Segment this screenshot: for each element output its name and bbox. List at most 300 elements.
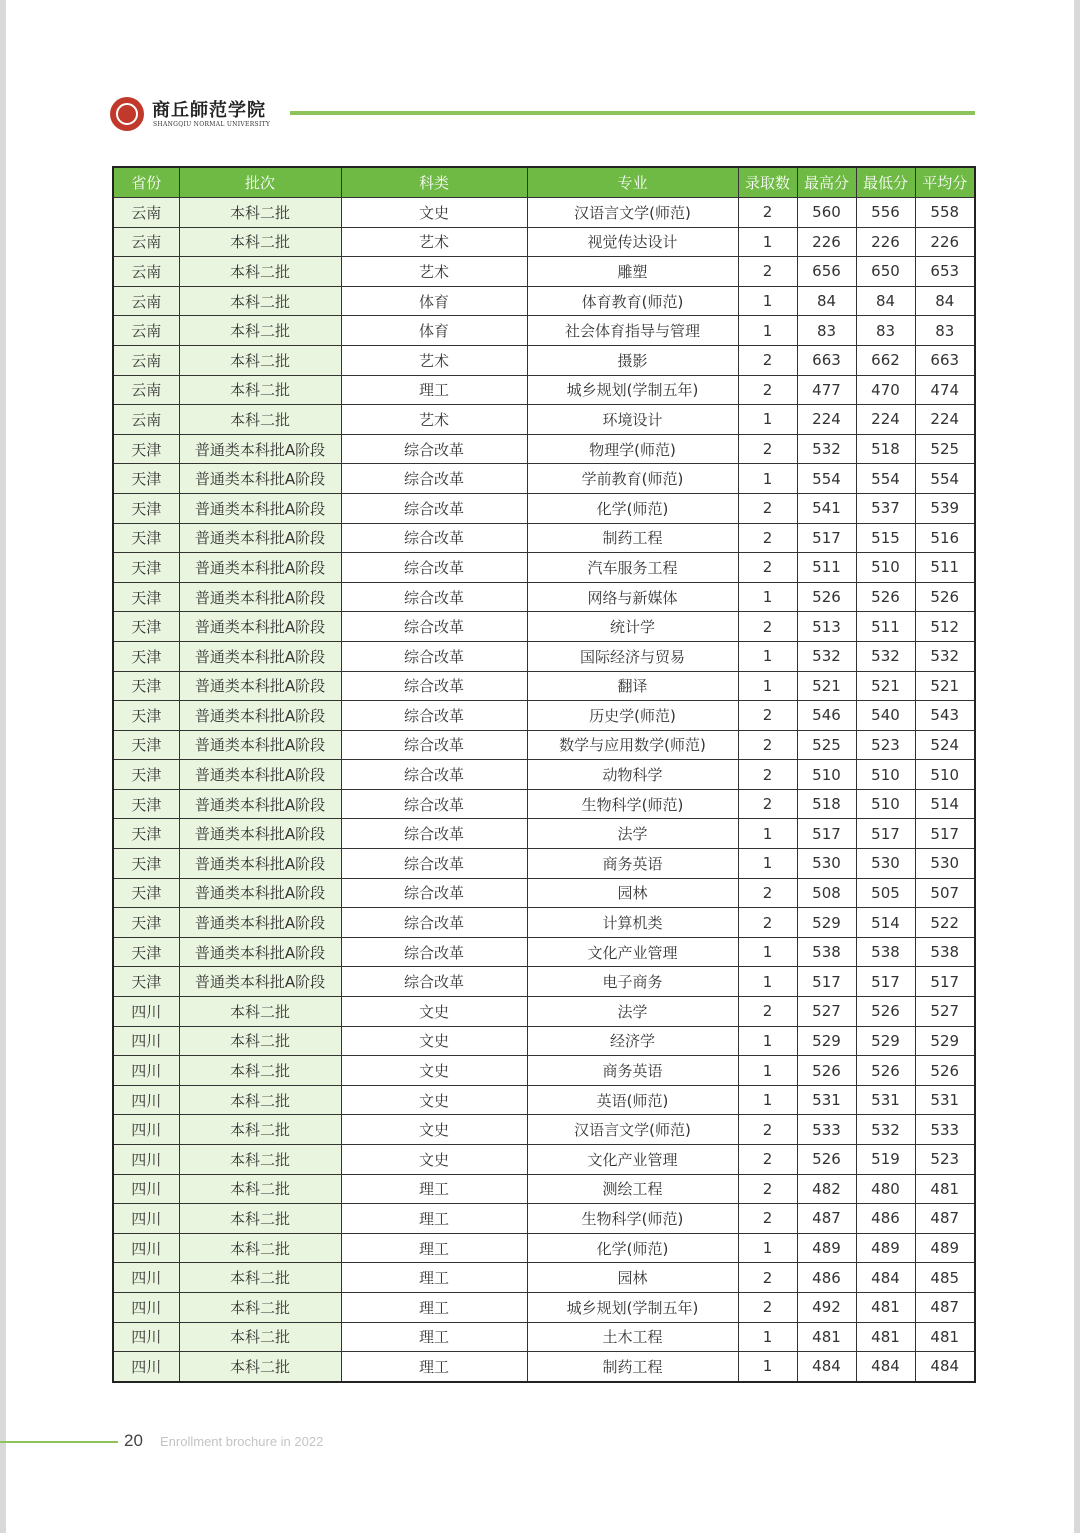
cell-province: 天津 bbox=[113, 730, 179, 760]
header-avg-score: 平均分 bbox=[915, 167, 975, 198]
cell-category: 艺术 bbox=[341, 257, 527, 287]
cell-major: 商务英语 bbox=[527, 849, 738, 879]
table-row bbox=[113, 701, 975, 731]
cell-avg-score: 533 bbox=[915, 1115, 975, 1145]
cell-admitted-count: 1 bbox=[738, 1026, 797, 1056]
cell-max-score: 541 bbox=[797, 493, 856, 523]
cell-avg-score: 512 bbox=[915, 612, 975, 642]
cell-min-score: 526 bbox=[856, 997, 915, 1027]
cell-batch: 本科二批 bbox=[179, 316, 341, 346]
cell-admitted-count: 2 bbox=[738, 1292, 797, 1322]
cell-avg-score: 517 bbox=[915, 967, 975, 997]
cell-max-score: 511 bbox=[797, 553, 856, 583]
cell-min-score: 510 bbox=[856, 789, 915, 819]
table-row bbox=[113, 1292, 975, 1322]
cell-major: 文化产业管理 bbox=[527, 1145, 738, 1175]
cell-admitted-count: 2 bbox=[738, 1115, 797, 1145]
header-batch: 批次 bbox=[179, 167, 341, 198]
cell-province: 云南 bbox=[113, 345, 179, 375]
cell-min-score: 526 bbox=[856, 582, 915, 612]
table-row bbox=[113, 760, 975, 790]
cell-max-score: 526 bbox=[797, 1056, 856, 1086]
cell-max-score: 521 bbox=[797, 671, 856, 701]
cell-min-score: 556 bbox=[856, 198, 915, 228]
cell-category: 综合改革 bbox=[341, 730, 527, 760]
table-row bbox=[113, 730, 975, 760]
cell-category: 综合改革 bbox=[341, 553, 527, 583]
cell-admitted-count: 2 bbox=[738, 612, 797, 642]
cell-batch: 本科二批 bbox=[179, 997, 341, 1027]
cell-major: 测绘工程 bbox=[527, 1174, 738, 1204]
table-row bbox=[113, 1145, 975, 1175]
cell-major: 园林 bbox=[527, 878, 738, 908]
cell-province: 四川 bbox=[113, 1263, 179, 1293]
cell-major: 城乡规划(学制五年) bbox=[527, 375, 738, 405]
cell-max-score: 487 bbox=[797, 1204, 856, 1234]
cell-admitted-count: 1 bbox=[738, 286, 797, 316]
cell-min-score: 532 bbox=[856, 641, 915, 671]
cell-major: 生物科学(师范) bbox=[527, 1204, 738, 1234]
cell-category: 理工 bbox=[341, 1292, 527, 1322]
table-row bbox=[113, 878, 975, 908]
cell-max-score: 518 bbox=[797, 789, 856, 819]
cell-batch: 本科二批 bbox=[179, 1026, 341, 1056]
cell-batch: 普通类本科批A阶段 bbox=[179, 789, 341, 819]
cell-min-score: 481 bbox=[856, 1292, 915, 1322]
cell-min-score: 521 bbox=[856, 671, 915, 701]
cell-province: 云南 bbox=[113, 257, 179, 287]
cell-major: 视觉传达设计 bbox=[527, 227, 738, 257]
cell-major: 体育教育(师范) bbox=[527, 286, 738, 316]
cell-major: 法学 bbox=[527, 819, 738, 849]
cell-min-score: 519 bbox=[856, 1145, 915, 1175]
cell-province: 天津 bbox=[113, 937, 179, 967]
cell-admitted-count: 2 bbox=[738, 375, 797, 405]
cell-avg-score: 487 bbox=[915, 1292, 975, 1322]
cell-batch: 普通类本科批A阶段 bbox=[179, 434, 341, 464]
cell-admitted-count: 2 bbox=[738, 1263, 797, 1293]
cell-batch: 本科二批 bbox=[179, 375, 341, 405]
cell-category: 理工 bbox=[341, 1263, 527, 1293]
cell-province: 天津 bbox=[113, 434, 179, 464]
cell-max-score: 526 bbox=[797, 582, 856, 612]
table-row bbox=[113, 1322, 975, 1352]
cell-min-score: 662 bbox=[856, 345, 915, 375]
header-divider bbox=[290, 111, 975, 115]
cell-category: 综合改革 bbox=[341, 967, 527, 997]
cell-avg-score: 510 bbox=[915, 760, 975, 790]
cell-avg-score: 539 bbox=[915, 493, 975, 523]
cell-category: 文史 bbox=[341, 1115, 527, 1145]
cell-max-score: 530 bbox=[797, 849, 856, 879]
cell-province: 云南 bbox=[113, 198, 179, 228]
cell-province: 四川 bbox=[113, 1233, 179, 1263]
cell-admitted-count: 1 bbox=[738, 1352, 797, 1382]
cell-batch: 本科二批 bbox=[179, 1263, 341, 1293]
table-row bbox=[113, 464, 975, 494]
cell-min-score: 532 bbox=[856, 1115, 915, 1145]
cell-major: 化学(师范) bbox=[527, 1233, 738, 1263]
table-row bbox=[113, 1056, 975, 1086]
cell-avg-score: 538 bbox=[915, 937, 975, 967]
cell-batch: 普通类本科批A阶段 bbox=[179, 908, 341, 938]
cell-category: 综合改革 bbox=[341, 789, 527, 819]
table-row bbox=[113, 908, 975, 938]
cell-province: 四川 bbox=[113, 1026, 179, 1056]
cell-min-score: 514 bbox=[856, 908, 915, 938]
table-row bbox=[113, 1204, 975, 1234]
cell-max-score: 538 bbox=[797, 937, 856, 967]
table-row bbox=[113, 819, 975, 849]
cell-max-score: 517 bbox=[797, 819, 856, 849]
cell-admitted-count: 2 bbox=[738, 701, 797, 731]
cell-category: 综合改革 bbox=[341, 523, 527, 553]
table-row bbox=[113, 967, 975, 997]
cell-min-score: 529 bbox=[856, 1026, 915, 1056]
cell-major: 物理学(师范) bbox=[527, 434, 738, 464]
cell-admitted-count: 1 bbox=[738, 849, 797, 879]
cell-max-score: 532 bbox=[797, 434, 856, 464]
cell-max-score: 482 bbox=[797, 1174, 856, 1204]
cell-max-score: 508 bbox=[797, 878, 856, 908]
cell-category: 理工 bbox=[341, 1204, 527, 1234]
cell-province: 云南 bbox=[113, 316, 179, 346]
cell-admitted-count: 2 bbox=[738, 730, 797, 760]
cell-admitted-count: 2 bbox=[738, 1145, 797, 1175]
table-row bbox=[113, 375, 975, 405]
cell-max-score: 529 bbox=[797, 1026, 856, 1056]
table-row bbox=[113, 1352, 975, 1382]
cell-batch: 本科二批 bbox=[179, 345, 341, 375]
cell-province: 四川 bbox=[113, 1322, 179, 1352]
cell-batch: 普通类本科批A阶段 bbox=[179, 641, 341, 671]
table-row bbox=[113, 1174, 975, 1204]
cell-min-score: 489 bbox=[856, 1233, 915, 1263]
cell-batch: 普通类本科批A阶段 bbox=[179, 671, 341, 701]
cell-major: 社会体育指导与管理 bbox=[527, 316, 738, 346]
table-row bbox=[113, 1263, 975, 1293]
cell-avg-score: 485 bbox=[915, 1263, 975, 1293]
logo-english-name: SHANGQIU NORMAL UNIVERSITY bbox=[153, 121, 271, 128]
table-row bbox=[113, 553, 975, 583]
footer-divider bbox=[0, 1441, 118, 1443]
cell-province: 天津 bbox=[113, 493, 179, 523]
cell-max-score: 527 bbox=[797, 997, 856, 1027]
cell-min-score: 486 bbox=[856, 1204, 915, 1234]
cell-min-score: 515 bbox=[856, 523, 915, 553]
cell-avg-score: 525 bbox=[915, 434, 975, 464]
cell-batch: 本科二批 bbox=[179, 405, 341, 435]
cell-batch: 普通类本科批A阶段 bbox=[179, 730, 341, 760]
cell-min-score: 540 bbox=[856, 701, 915, 731]
cell-province: 天津 bbox=[113, 908, 179, 938]
cell-admitted-count: 1 bbox=[738, 582, 797, 612]
cell-province: 四川 bbox=[113, 1292, 179, 1322]
header-category: 科类 bbox=[341, 167, 527, 198]
table-row bbox=[113, 612, 975, 642]
table-row bbox=[113, 997, 975, 1027]
cell-max-score: 492 bbox=[797, 1292, 856, 1322]
cell-province: 天津 bbox=[113, 582, 179, 612]
cell-admitted-count: 1 bbox=[738, 671, 797, 701]
cell-category: 文史 bbox=[341, 198, 527, 228]
cell-category: 理工 bbox=[341, 1352, 527, 1382]
cell-avg-score: 543 bbox=[915, 701, 975, 731]
cell-major: 汉语言文学(师范) bbox=[527, 1115, 738, 1145]
cell-avg-score: 523 bbox=[915, 1145, 975, 1175]
cell-batch: 本科二批 bbox=[179, 198, 341, 228]
cell-province: 天津 bbox=[113, 819, 179, 849]
cell-major: 摄影 bbox=[527, 345, 738, 375]
table-row bbox=[113, 523, 975, 553]
table-row bbox=[113, 582, 975, 612]
cell-province: 四川 bbox=[113, 1056, 179, 1086]
cell-max-score: 517 bbox=[797, 967, 856, 997]
admission-scores-table bbox=[112, 166, 976, 1383]
cell-avg-score: 487 bbox=[915, 1204, 975, 1234]
page-edge-left bbox=[0, 0, 6, 1533]
cell-min-score: 538 bbox=[856, 937, 915, 967]
cell-major: 网络与新媒体 bbox=[527, 582, 738, 612]
cell-admitted-count: 2 bbox=[738, 257, 797, 287]
cell-avg-score: 83 bbox=[915, 316, 975, 346]
cell-major: 动物科学 bbox=[527, 760, 738, 790]
cell-major: 城乡规划(学制五年) bbox=[527, 1292, 738, 1322]
cell-major: 国际经济与贸易 bbox=[527, 641, 738, 671]
cell-province: 四川 bbox=[113, 1174, 179, 1204]
table-row bbox=[113, 405, 975, 435]
table-row bbox=[113, 789, 975, 819]
cell-max-score: 525 bbox=[797, 730, 856, 760]
page-number: 20 bbox=[124, 1431, 143, 1450]
cell-max-score: 484 bbox=[797, 1352, 856, 1382]
cell-admitted-count: 2 bbox=[738, 434, 797, 464]
cell-admitted-count: 2 bbox=[738, 345, 797, 375]
cell-max-score: 226 bbox=[797, 227, 856, 257]
cell-max-score: 486 bbox=[797, 1263, 856, 1293]
table-row bbox=[113, 227, 975, 257]
cell-category: 综合改革 bbox=[341, 760, 527, 790]
cell-major: 园林 bbox=[527, 1263, 738, 1293]
cell-category: 综合改革 bbox=[341, 878, 527, 908]
cell-province: 云南 bbox=[113, 286, 179, 316]
cell-batch: 本科二批 bbox=[179, 286, 341, 316]
cell-avg-score: 507 bbox=[915, 878, 975, 908]
cell-major: 雕塑 bbox=[527, 257, 738, 287]
cell-admitted-count: 1 bbox=[738, 316, 797, 346]
table-row bbox=[113, 641, 975, 671]
cell-batch: 普通类本科批A阶段 bbox=[179, 464, 341, 494]
cell-batch: 普通类本科批A阶段 bbox=[179, 701, 341, 731]
cell-province: 天津 bbox=[113, 612, 179, 642]
cell-admitted-count: 2 bbox=[738, 760, 797, 790]
cell-avg-score: 522 bbox=[915, 908, 975, 938]
cell-major: 历史学(师范) bbox=[527, 701, 738, 731]
cell-batch: 本科二批 bbox=[179, 1204, 341, 1234]
cell-avg-score: 481 bbox=[915, 1322, 975, 1352]
header-province: 省份 bbox=[113, 167, 179, 198]
cell-province: 天津 bbox=[113, 523, 179, 553]
cell-province: 天津 bbox=[113, 671, 179, 701]
cell-min-score: 480 bbox=[856, 1174, 915, 1204]
cell-max-score: 510 bbox=[797, 760, 856, 790]
cell-admitted-count: 1 bbox=[738, 819, 797, 849]
cell-batch: 本科二批 bbox=[179, 1115, 341, 1145]
cell-min-score: 83 bbox=[856, 316, 915, 346]
cell-category: 艺术 bbox=[341, 405, 527, 435]
cell-admitted-count: 1 bbox=[738, 641, 797, 671]
header-min-score: 最低分 bbox=[856, 167, 915, 198]
cell-admitted-count: 1 bbox=[738, 1085, 797, 1115]
cell-max-score: 531 bbox=[797, 1085, 856, 1115]
cell-major: 英语(师范) bbox=[527, 1085, 738, 1115]
cell-batch: 普通类本科批A阶段 bbox=[179, 582, 341, 612]
cell-major: 翻译 bbox=[527, 671, 738, 701]
cell-min-score: 510 bbox=[856, 553, 915, 583]
cell-batch: 普通类本科批A阶段 bbox=[179, 612, 341, 642]
cell-avg-score: 521 bbox=[915, 671, 975, 701]
table-row bbox=[113, 671, 975, 701]
cell-category: 综合改革 bbox=[341, 434, 527, 464]
cell-batch: 本科二批 bbox=[179, 1352, 341, 1382]
cell-max-score: 477 bbox=[797, 375, 856, 405]
cell-major: 制药工程 bbox=[527, 1352, 738, 1382]
table-row bbox=[113, 345, 975, 375]
cell-min-score: 526 bbox=[856, 1056, 915, 1086]
page-header bbox=[110, 94, 975, 134]
cell-max-score: 546 bbox=[797, 701, 856, 731]
cell-category: 艺术 bbox=[341, 345, 527, 375]
cell-min-score: 530 bbox=[856, 849, 915, 879]
cell-admitted-count: 2 bbox=[738, 878, 797, 908]
cell-batch: 普通类本科批A阶段 bbox=[179, 493, 341, 523]
cell-province: 天津 bbox=[113, 849, 179, 879]
cell-major: 商务英语 bbox=[527, 1056, 738, 1086]
cell-province: 天津 bbox=[113, 967, 179, 997]
cell-avg-score: 663 bbox=[915, 345, 975, 375]
cell-batch: 本科二批 bbox=[179, 1292, 341, 1322]
cell-min-score: 517 bbox=[856, 967, 915, 997]
cell-province: 云南 bbox=[113, 227, 179, 257]
cell-min-score: 224 bbox=[856, 405, 915, 435]
cell-min-score: 470 bbox=[856, 375, 915, 405]
table-row bbox=[113, 198, 975, 228]
logo-chinese-name: 商丘師范学院 bbox=[152, 100, 266, 121]
cell-batch: 本科二批 bbox=[179, 1056, 341, 1086]
cell-avg-score: 524 bbox=[915, 730, 975, 760]
cell-major: 法学 bbox=[527, 997, 738, 1027]
cell-province: 四川 bbox=[113, 1145, 179, 1175]
cell-admitted-count: 1 bbox=[738, 1056, 797, 1086]
table-row bbox=[113, 1233, 975, 1263]
cell-batch: 本科二批 bbox=[179, 1085, 341, 1115]
cell-major: 汽车服务工程 bbox=[527, 553, 738, 583]
cell-max-score: 83 bbox=[797, 316, 856, 346]
cell-category: 综合改革 bbox=[341, 701, 527, 731]
cell-avg-score: 514 bbox=[915, 789, 975, 819]
cell-major: 土木工程 bbox=[527, 1322, 738, 1352]
cell-avg-score: 530 bbox=[915, 849, 975, 879]
cell-avg-score: 558 bbox=[915, 198, 975, 228]
cell-province: 天津 bbox=[113, 553, 179, 583]
cell-admitted-count: 1 bbox=[738, 405, 797, 435]
cell-category: 艺术 bbox=[341, 227, 527, 257]
cell-avg-score: 526 bbox=[915, 582, 975, 612]
cell-province: 天津 bbox=[113, 789, 179, 819]
cell-max-score: 533 bbox=[797, 1115, 856, 1145]
cell-category: 综合改革 bbox=[341, 849, 527, 879]
cell-category: 综合改革 bbox=[341, 671, 527, 701]
cell-category: 文史 bbox=[341, 997, 527, 1027]
table-row bbox=[113, 493, 975, 523]
cell-min-score: 505 bbox=[856, 878, 915, 908]
cell-province: 四川 bbox=[113, 997, 179, 1027]
cell-category: 理工 bbox=[341, 1322, 527, 1352]
cell-batch: 普通类本科批A阶段 bbox=[179, 878, 341, 908]
page-edge-right bbox=[1074, 0, 1080, 1533]
cell-category: 综合改革 bbox=[341, 582, 527, 612]
cell-max-score: 489 bbox=[797, 1233, 856, 1263]
cell-major: 学前教育(师范) bbox=[527, 464, 738, 494]
cell-batch: 本科二批 bbox=[179, 227, 341, 257]
cell-province: 天津 bbox=[113, 701, 179, 731]
cell-max-score: 513 bbox=[797, 612, 856, 642]
cell-avg-score: 226 bbox=[915, 227, 975, 257]
table-row bbox=[113, 1115, 975, 1145]
cell-admitted-count: 2 bbox=[738, 908, 797, 938]
cell-admitted-count: 1 bbox=[738, 1322, 797, 1352]
university-seal-icon bbox=[110, 97, 144, 131]
university-logo bbox=[110, 94, 275, 134]
cell-max-score: 529 bbox=[797, 908, 856, 938]
cell-category: 理工 bbox=[341, 375, 527, 405]
cell-avg-score: 474 bbox=[915, 375, 975, 405]
cell-min-score: 518 bbox=[856, 434, 915, 464]
cell-batch: 普通类本科批A阶段 bbox=[179, 553, 341, 583]
cell-category: 体育 bbox=[341, 286, 527, 316]
cell-admitted-count: 1 bbox=[738, 937, 797, 967]
cell-min-score: 523 bbox=[856, 730, 915, 760]
cell-province: 天津 bbox=[113, 878, 179, 908]
cell-category: 综合改革 bbox=[341, 464, 527, 494]
header-max-score: 最高分 bbox=[797, 167, 856, 198]
cell-batch: 普通类本科批A阶段 bbox=[179, 819, 341, 849]
cell-major: 化学(师范) bbox=[527, 493, 738, 523]
cell-category: 综合改革 bbox=[341, 937, 527, 967]
footer-caption: Enrollment brochure in 2022 bbox=[160, 1434, 324, 1449]
cell-admitted-count: 2 bbox=[738, 523, 797, 553]
cell-max-score: 84 bbox=[797, 286, 856, 316]
cell-min-score: 484 bbox=[856, 1263, 915, 1293]
cell-batch: 本科二批 bbox=[179, 1174, 341, 1204]
cell-province: 四川 bbox=[113, 1352, 179, 1382]
table-body bbox=[113, 198, 975, 1382]
cell-batch: 普通类本科批A阶段 bbox=[179, 523, 341, 553]
cell-max-score: 526 bbox=[797, 1145, 856, 1175]
cell-batch: 普通类本科批A阶段 bbox=[179, 760, 341, 790]
cell-min-score: 531 bbox=[856, 1085, 915, 1115]
cell-major: 计算机类 bbox=[527, 908, 738, 938]
cell-province: 四川 bbox=[113, 1085, 179, 1115]
cell-batch: 本科二批 bbox=[179, 1322, 341, 1352]
cell-category: 理工 bbox=[341, 1233, 527, 1263]
cell-major: 统计学 bbox=[527, 612, 738, 642]
table-row bbox=[113, 1026, 975, 1056]
cell-max-score: 481 bbox=[797, 1322, 856, 1352]
cell-category: 综合改革 bbox=[341, 493, 527, 523]
cell-min-score: 484 bbox=[856, 1352, 915, 1382]
cell-admitted-count: 1 bbox=[738, 227, 797, 257]
